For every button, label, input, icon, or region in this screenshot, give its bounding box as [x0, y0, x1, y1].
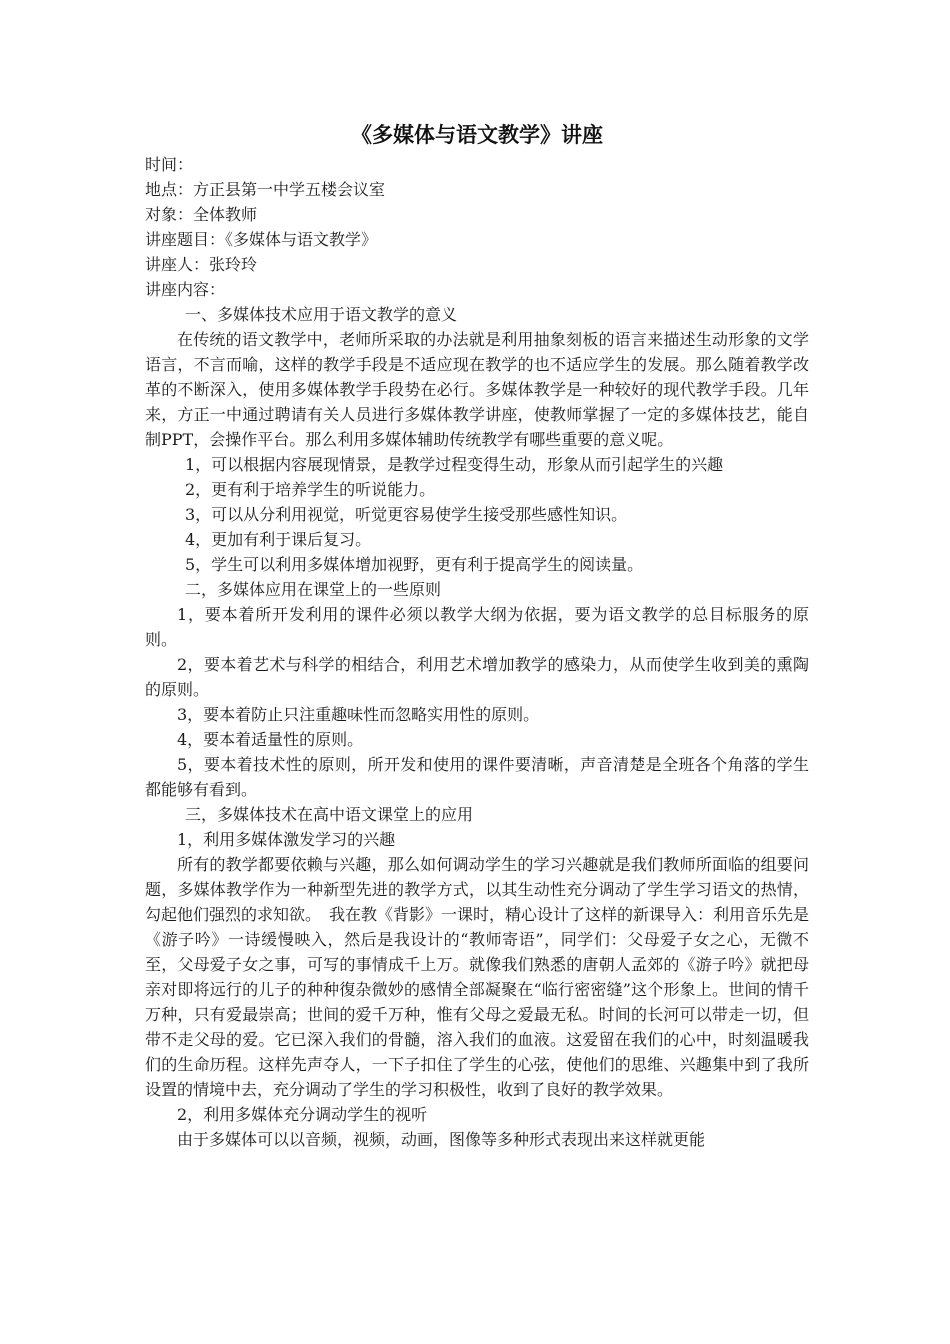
section2-point: 4，要本着适量性的原则。 — [177, 730, 364, 749]
lecture-body — [145, 302, 809, 1152]
info-place: 地点：方正县第一中学五楼会议室 — [145, 180, 386, 199]
section1-point: 5，学生可以利用多媒体增加视野，更有利于提高学生的阅读量。 — [185, 555, 644, 574]
section2-point: 3，要本着防止只注重趣味性而忽略实用性的原则。 — [177, 705, 540, 724]
section1-paragraph: 在传统的语文教学中，老师所采取的办法就是利用抽象刻板的语言来描述生动形象的文学语言，不言而喻，这样的教学手段是不适应现在教学的也不适应学生的发展。那么随着教学改革的不断深入，使用多媒体教学手段势在必行。多媒体教学是一种较好的现代教学手段。几年来，方正一中通过聘请有关人员进行多媒体教学讲座，使教师掌握了一定的多媒体技艺，能自制PPT，会操作平台。那么利用多媒体辅助传统教学有哪些重要的意义呢。 — [145, 330, 809, 449]
section3-subheading-2: 2，利用多媒体充分调动学生的视听 — [177, 1105, 428, 1124]
info-content-label: 讲座内容： — [145, 280, 226, 299]
section3-subheading-1: 1，利用多媒体激发学习的兴趣 — [177, 830, 396, 849]
section3-paragraph-2: 由于多媒体可以以音频，视频，动画，图像等多种形式表现出来这样就更能 — [177, 1130, 706, 1149]
info-topic: 讲座题目：《多媒体与语文教学》 — [145, 230, 378, 249]
section1-point: 4，更加有利于课后复习。 — [185, 530, 372, 549]
info-speaker: 讲座人：张玲玲 — [145, 255, 258, 274]
document-title: 《多媒体与语文教学》讲座 — [351, 123, 603, 147]
section1-heading: 一、多媒体技术应用于语文教学的意义 — [185, 305, 458, 324]
section2-heading: 二，多媒体应用在课堂上的一些原则 — [185, 580, 442, 599]
section1-point: 1，可以根据内容展现情景，是教学过程变得生动，形象从而引起学生的兴趣 — [185, 455, 724, 474]
info-time: 时间： — [145, 155, 194, 174]
info-audience: 对象：全体教师 — [145, 205, 258, 224]
section1-point: 3，可以从分利用视觉，听觉更容易使学生接受那些感性知识。 — [185, 505, 628, 524]
lecture-info — [145, 152, 809, 302]
document-page — [145, 120, 809, 1152]
section2-point: 2，要本着艺术与科学的相结合，利用艺术增加教学的感染力，从而使学生收到美的熏陶的原则。 — [145, 655, 809, 699]
section3-paragraph-1: 所有的教学都要依赖与兴趣，那么如何调动学生的学习兴趣就是我们教师所面临的组要问题，多媒体教学作为一种新型先进的教学方式，以其生动性充分调动了学生学习语文的热情，勾起他们强烈的求知欲。 我在教《背影》一课时，精心设计了这样的新课导入：利用音乐先是《游子吟》一诗缓慢映入，然后是我设计的“教师寄语”，同学们：父母爱子女之心，无微不至，父母爱子女之事，可写的事情成千上万。就像我们熟悉的唐朝人孟郊的《游子吟》就把母亲对即将远行的儿子的种种復杂微妙的感情全部凝聚在“临行密密缝”这个形象上。世间的情千万种，只有爱最崇高；世间的爱千万种，惟有父母之爱最无私。时间的长河可以带走一切，但带不走父母的爱。它已深入我们的骨髓，溶入我们的血液。这爱留在我们的心中，时刻温暖我们的生命历程。这样先声夺人，一下子扣住了学生的心弦，使他们的思维、兴趣集中到了我所设置的情境中去，充分调动了学生的学习积极性，收到了良好的教学效果。 — [145, 855, 810, 1099]
section1-point: 2，更有利于培养学生的听说能力。 — [185, 480, 436, 499]
section2-point: 1，要本着所开发利用的课件必须以教学大纲为依据，要为语文教学的总目标服务的原则。 — [145, 605, 809, 649]
section3-heading: 三，多媒体技术在高中语文课堂上的应用 — [185, 805, 474, 824]
section2-point: 5，要本着技术性的原则，所开发和使用的课件要清晰，声音清楚是全班各个角落的学生都能够有看到。 — [145, 755, 809, 799]
